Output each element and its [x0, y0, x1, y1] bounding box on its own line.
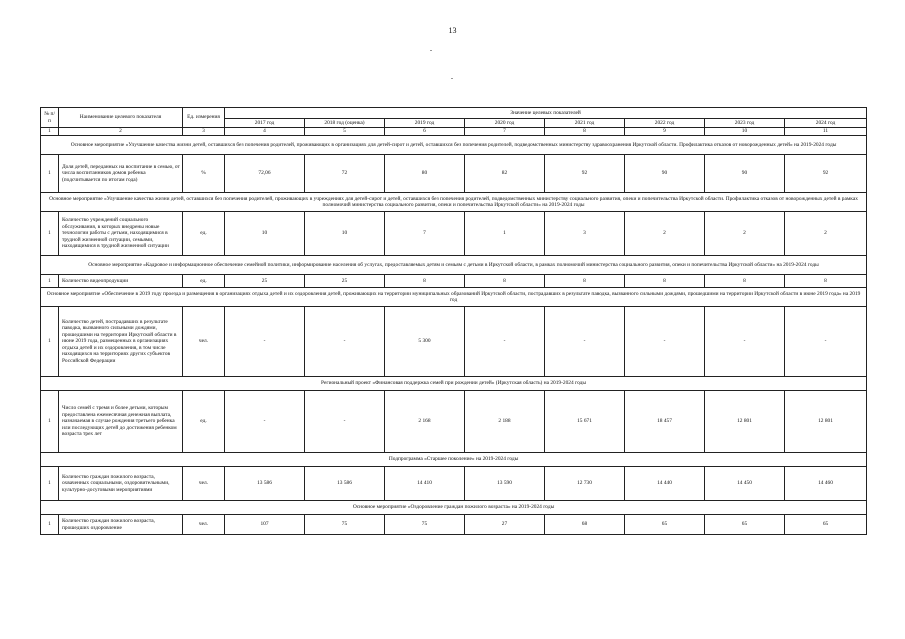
value-cell: 18 457 [625, 391, 705, 453]
value-cell: - [705, 307, 785, 377]
value-cell: 25 [305, 275, 385, 288]
section-title: Основное мероприятие «Кадровое и информационное обеспечение семейной политики, информирование населения об услугах, предоставляемых детям и семьям с детьми в Иркутской области, в рамках полномочий министерства социального развития, опеки и попечительства Иркутской области» на 2019-2024 годы [41, 256, 867, 275]
table-row [41, 467, 867, 501]
value-cell: 65 [785, 515, 867, 535]
unit-cell: ед. [183, 391, 225, 453]
value-cell: 10 [225, 212, 305, 256]
column-number: 2 [59, 128, 183, 136]
section-title: Основное мероприятие «Обеспечение в 2019 году проезда и размещения в организациях отдыха детей и их оздоровления детей, проживающих на территории муниципальных образований Иркутской области, пострадавших в результате паводка, вызванного сильными дождями, прошедшими на территории Иркутской области в июне 2019 года» на 2019 год [41, 288, 867, 307]
section-header-row [41, 501, 867, 515]
indicator-name: Число семей с тремя и более детьми, которым предоставлена ежемесячная денежная выплата, назначаемая в случае рождения третьего ребенка или последующих детей до достижения ребенком возраста трех лет [59, 391, 183, 453]
section-header-row [41, 288, 867, 307]
value-cell: 8 [465, 275, 545, 288]
value-cell: 75 [385, 515, 465, 535]
header-year: 2017 год [225, 119, 305, 128]
column-number: 7 [465, 128, 545, 136]
section-header-row [41, 453, 867, 467]
value-cell: 8 [785, 275, 867, 288]
value-cell: 2 188 [465, 391, 545, 453]
value-cell: 75 [305, 515, 385, 535]
indicator-name: Доля детей, переданных на воспитание в семью, от числа воспитанников домов ребенка (подсчитывается по итогам года) [59, 155, 183, 193]
header-indicator-name: Наименование целевого показателя [59, 108, 183, 128]
value-cell: - [545, 307, 625, 377]
row-number: 1 [41, 391, 59, 453]
section-header-row [41, 256, 867, 275]
value-cell: 2 [705, 212, 785, 256]
value-cell: 2 168 [385, 391, 465, 453]
value-cell: - [225, 307, 305, 377]
value-cell: 12 730 [545, 467, 625, 501]
value-cell: 1 [465, 212, 545, 256]
indicator-name: Количество детей, пострадавших в результате паводка, вызванного сильными дождями, прошедшими на территории Иркутской области в июне 2019 года, размещенных в организациях отдыха детей и их оздоровления, в том числе находящихся на территориях других субъектов Российской Федерации [59, 307, 183, 377]
value-cell: 14 440 [625, 467, 705, 501]
section-title: Основное мероприятие «Улучшение качества жизни детей, оставшихся без попечения родителей, проживающих в организациях для детей-сирот и детей, оставшихся без попечения родителей, подведомственных министерству здравоохранения Иркутской области. Профилактика отказов от новорожденных детей» на 2019-2024 годы [41, 136, 867, 155]
row-number: 1 [41, 155, 59, 193]
value-cell: 8 [545, 275, 625, 288]
value-cell: - [225, 391, 305, 453]
header-values-group: Значение целевых показателей [225, 108, 867, 119]
row-number: 1 [41, 467, 59, 501]
table-row [41, 391, 867, 453]
unit-cell: % [183, 155, 225, 193]
value-cell: 15 671 [545, 391, 625, 453]
value-cell: 8 [385, 275, 465, 288]
unit-cell: чел. [183, 515, 225, 535]
value-cell: 8 [705, 275, 785, 288]
indicator-name: Количество видеопродукции [59, 275, 183, 288]
header-year: 2019 год [385, 119, 465, 128]
table-row [41, 515, 867, 535]
section-header-row [41, 193, 867, 212]
row-number: 1 [41, 275, 59, 288]
value-cell: 13 586 [225, 467, 305, 501]
value-cell: 12 801 [785, 391, 867, 453]
value-cell: 7 [385, 212, 465, 256]
table-body [41, 136, 867, 535]
column-number: 5 [305, 128, 385, 136]
value-cell: 72,06 [225, 155, 305, 193]
value-cell: 13 586 [305, 467, 385, 501]
section-header-row [41, 377, 867, 391]
section-title: Основное мероприятие «Оздоровление граждан пожилого возраста» на 2019-2024 годы [41, 501, 867, 515]
section-header-row [41, 136, 867, 155]
scan-speck [430, 50, 432, 51]
row-number: 1 [41, 212, 59, 256]
value-cell: 12 801 [705, 391, 785, 453]
value-cell: 2 [785, 212, 867, 256]
header-year: 2023 год [705, 119, 785, 128]
header-year: 2024 год [785, 119, 867, 128]
scan-speck [451, 78, 453, 79]
value-cell: 90 [625, 155, 705, 193]
value-cell: 90 [705, 155, 785, 193]
column-number: 6 [385, 128, 465, 136]
value-cell: 82 [465, 155, 545, 193]
value-cell: 8 [625, 275, 705, 288]
column-number: 4 [225, 128, 305, 136]
value-cell: 72 [305, 155, 385, 193]
value-cell: 65 [625, 515, 705, 535]
table-row [41, 275, 867, 288]
header-year: 2022 год [625, 119, 705, 128]
table-row [41, 212, 867, 256]
column-number: 1 [41, 128, 59, 136]
section-title: Региональный проект «Финансовая поддержка семей при рождении детей» (Иркутская область) на 2019-2024 годы [41, 377, 867, 391]
value-cell: 13 590 [465, 467, 545, 501]
value-cell: 14 460 [785, 467, 867, 501]
table-row [41, 155, 867, 193]
value-cell: - [465, 307, 545, 377]
page-number: 13 [448, 26, 457, 35]
value-cell: - [305, 307, 385, 377]
indicator-name: Количество граждан пожилого возраста, охваченных социальными, оздоровительными, культурно-досуговыми мероприятиями [59, 467, 183, 501]
column-number: 3 [183, 128, 225, 136]
value-cell: 92 [785, 155, 867, 193]
column-number: 11 [785, 128, 867, 136]
value-cell: 10 [305, 212, 385, 256]
value-cell: 107 [225, 515, 305, 535]
column-number: 9 [625, 128, 705, 136]
section-title: Подпрограмма «Старшее поколение» на 2019-2024 годы [41, 453, 867, 467]
value-cell: 3 [545, 212, 625, 256]
value-cell: 2 [625, 212, 705, 256]
section-title: Основное мероприятие «Улучшение качества жизни детей, оставшихся без попечения родителей, проживающих в учреждениях для детей-сирот и детей, оставшихся без попечения родителей, подведомственных министерству социального развития, опеки и попечительства Иркутской области. Профилактика отказов от новорожденных детей в рамках полномочий министерства социального развития, опеки и попечительства Иркутской области» на 2019-2024 годы [41, 193, 867, 212]
table-row [41, 307, 867, 377]
value-cell: 65 [705, 515, 785, 535]
unit-cell: чел. [183, 307, 225, 377]
value-cell: - [625, 307, 705, 377]
unit-cell: ед. [183, 275, 225, 288]
header-year: 2018 год (оценка) [305, 119, 385, 128]
value-cell: 80 [385, 155, 465, 193]
value-cell: 14 410 [385, 467, 465, 501]
row-number: 1 [41, 515, 59, 535]
indicator-name: Количество учреждений социального обслуживания, в которых внедрены новые технологии работы с детьми, находящимися в трудной жизненной ситуации, семьями, находящимися в трудной жизненной ситуации [59, 212, 183, 256]
value-cell: - [785, 307, 867, 377]
header-year: 2021 год [545, 119, 625, 128]
value-cell: 5 300 [385, 307, 465, 377]
header-num: № п/п [41, 108, 59, 128]
value-cell: 27 [465, 515, 545, 535]
target-indicators-table [40, 107, 867, 535]
column-number: 10 [705, 128, 785, 136]
value-cell: - [305, 391, 385, 453]
value-cell: 92 [545, 155, 625, 193]
column-number: 8 [545, 128, 625, 136]
header-year: 2020 год [465, 119, 545, 128]
value-cell: 14 450 [705, 467, 785, 501]
unit-cell: ед. [183, 212, 225, 256]
indicator-name: Количество граждан пожилого возраста, прошедших оздоровление [59, 515, 183, 535]
row-number: 1 [41, 307, 59, 377]
value-cell: 68 [545, 515, 625, 535]
value-cell: 25 [225, 275, 305, 288]
header-unit: Ед. измерения [183, 108, 225, 128]
unit-cell: чел. [183, 467, 225, 501]
